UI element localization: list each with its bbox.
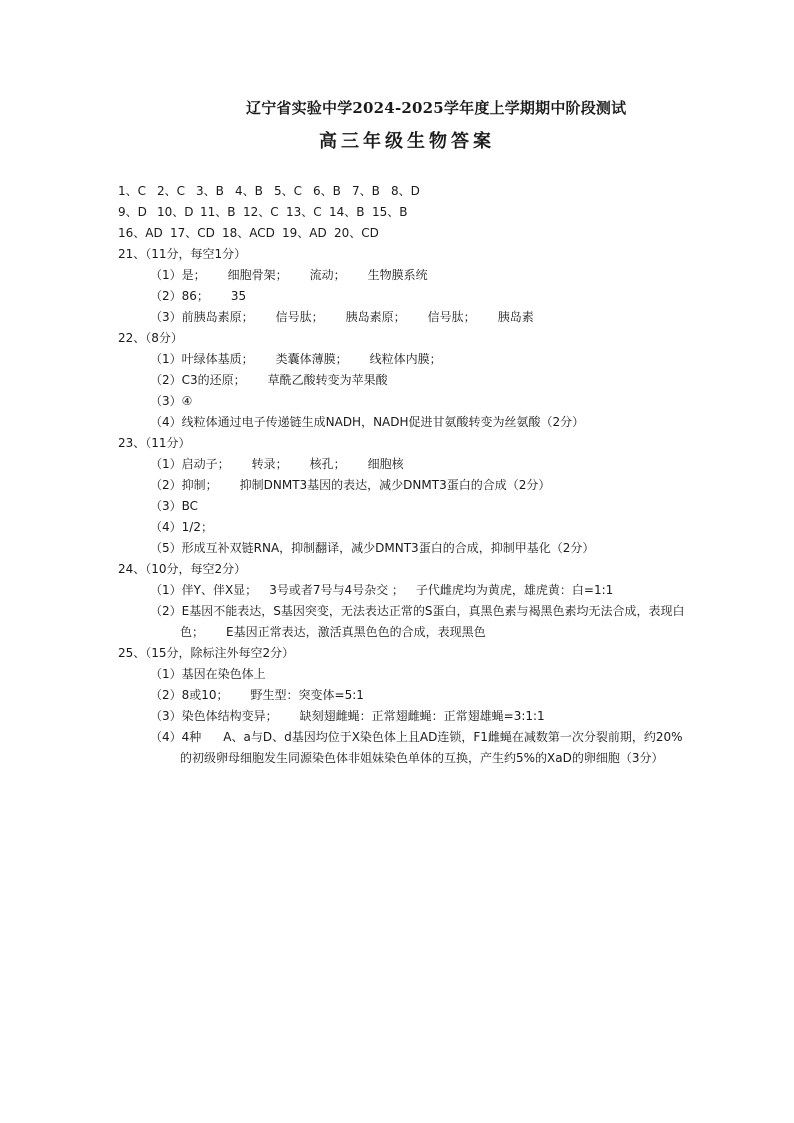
- question-23-header: 23、（11分）: [118, 436, 191, 450]
- answer-content: [118, 181, 688, 769]
- mcq-answer: 14、B: [329, 205, 365, 219]
- answer-text: （4）4种: [150, 730, 202, 744]
- mcq-answer: 6、B: [313, 184, 341, 198]
- q24-part-2: [118, 601, 688, 643]
- q25-part-3: [118, 706, 688, 727]
- mcq-answer: 1、C: [118, 184, 147, 198]
- mcq-answer: 2、C: [157, 184, 186, 198]
- answer-text: 抑制DNMT3基因的表达，减少DNMT3蛋白的合成（2分）: [239, 478, 551, 492]
- document-title: 辽宁省实验中学2024-2025学年度上学期期中阶段测试: [246, 99, 627, 117]
- q24-part-1: [118, 580, 688, 601]
- answer-text: （2）E基因不能表达，S基因突变，无法表达正常的S蛋白，真黑色素与褐黑色素均无法合成，表现白色；: [150, 604, 685, 639]
- answer-text: 流动；: [309, 268, 346, 282]
- question-21-header: 21、（11分，每空1分）: [118, 247, 247, 261]
- mcq-answer: 3、B: [196, 184, 224, 198]
- q22-part-1: [118, 349, 688, 370]
- mcq-answer: 20、CD: [334, 226, 379, 240]
- answer-text: E基因正常表达，激活真黑色色的合成，表现黑色: [226, 625, 486, 639]
- q23-part-5: （5）形成互补双链RNA，抑制翻译，减少DMNT3蛋白的合成，抑制甲基化（2分）: [150, 541, 595, 555]
- q21-part-3: [118, 307, 688, 328]
- q21-part-2: [118, 286, 688, 307]
- answer-text: 细胞核: [367, 457, 404, 471]
- answer-text: 生物膜系统: [367, 268, 428, 282]
- mcq-answer: 8、D: [391, 184, 420, 198]
- answer-text: （1）启动子；: [150, 457, 230, 471]
- mcq-answer: 10、D: [157, 205, 194, 219]
- mcq-answer: 12、C: [243, 205, 279, 219]
- question-24-header: 24、（10分，每空2分）: [118, 562, 247, 576]
- answer-text: 转录；: [251, 457, 288, 471]
- question-22-header: 22、（8分）: [118, 331, 183, 345]
- answer-text: （2）8或10；: [150, 688, 229, 702]
- answer-text: 野生型：突变体=5:1: [250, 688, 364, 702]
- mcq-row-3: [118, 223, 688, 244]
- answer-text: 细胞骨架；: [227, 268, 288, 282]
- mcq-answer: 15、B: [372, 205, 408, 219]
- q25-part-1: （1）基因在染色体上: [150, 667, 266, 681]
- answer-text: （1）是；: [150, 268, 206, 282]
- answer-text: 35: [230, 289, 247, 303]
- answer-text: 类囊体薄膜；: [275, 352, 348, 366]
- answer-text: 胰岛素: [497, 310, 534, 324]
- question-25-header: 25、（15分，除标注外每空2分）: [118, 646, 295, 660]
- answer-text: （3）前胰岛素原；: [150, 310, 254, 324]
- mcq-answer: 13、C: [286, 205, 322, 219]
- q22-part-4: （4）线粒体通过电子传递链生成NADH，NADH促进甘氨酸转变为丝氨酸（2分）: [150, 415, 585, 429]
- answer-text: A、a与D、d基因均位于X染色体上且AD连锁，F1雌蝇在减数第一次分裂前期，约20%的初级卵母细胞发生同源染色体非姐妹染色单体的互换，产生约5%的XaD的卵细胞（3分）: [180, 730, 683, 765]
- q23-part-1: [118, 454, 688, 475]
- answer-text: （3）染色体结构变异；: [150, 709, 278, 723]
- q23-part-2: [118, 475, 688, 496]
- answer-text: （2）86；: [150, 289, 209, 303]
- q21-part-1: [118, 265, 688, 286]
- mcq-answer: 4、B: [235, 184, 263, 198]
- document-subtitle: 高三年级生物答案: [319, 131, 495, 152]
- q22-part-3: （3）④: [150, 394, 193, 408]
- answer-text: 胰岛素原；: [345, 310, 406, 324]
- answer-text: 线粒体内膜；: [369, 352, 442, 366]
- mcq-answer: 11、B: [200, 205, 236, 219]
- mcq-answer: 18、ACD: [222, 226, 275, 240]
- q23-part-4: （4）1/2；: [150, 520, 213, 534]
- answer-text: 缺刻翅雌蝇：正常翅雌蝇：正常翅雄蝇=3:1:1: [299, 709, 545, 723]
- mcq-answer: 5、C: [274, 184, 303, 198]
- answer-text: 信号肽；: [275, 310, 324, 324]
- q25-part-4: [118, 727, 688, 769]
- mcq-row-1: [118, 181, 688, 202]
- mcq-answer: 17、CD: [170, 226, 215, 240]
- answer-text: 核孔；: [309, 457, 346, 471]
- answer-text: （2）C3的还原；: [150, 373, 246, 387]
- answer-text: 子代雌虎均为黄虎，雄虎黄：白=1:1: [415, 583, 614, 597]
- answer-text: 信号肽；: [427, 310, 476, 324]
- q22-part-2: [118, 370, 688, 391]
- mcq-answer: 7、B: [352, 184, 380, 198]
- q25-part-2: [118, 685, 688, 706]
- answer-text: （1）叶绿体基质；: [150, 352, 254, 366]
- answer-text: （1）伴Y、伴X显；: [150, 583, 258, 597]
- mcq-answer: 19、AD: [282, 226, 327, 240]
- answer-text: （2）抑制；: [150, 478, 218, 492]
- mcq-answer: 9、D: [118, 205, 147, 219]
- answer-text: 3号或者7号与4号杂交 ；: [269, 583, 404, 597]
- mcq-answer: 16、AD: [118, 226, 163, 240]
- answer-text: 草酰乙酸转变为苹果酸: [267, 373, 388, 387]
- q23-part-3: （3）BC: [150, 499, 199, 513]
- mcq-row-2: [118, 202, 688, 223]
